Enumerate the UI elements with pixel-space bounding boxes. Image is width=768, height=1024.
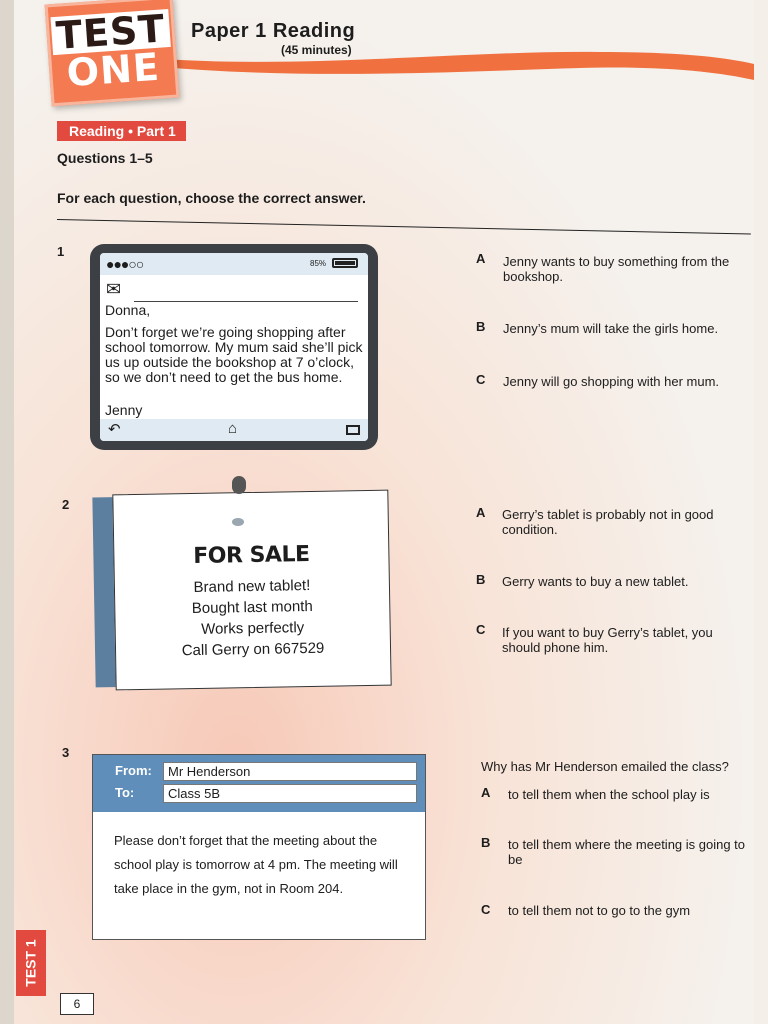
- note-line: Brand new tablet!: [193, 576, 311, 597]
- q2-option-a-letter: A: [476, 505, 486, 520]
- side-tab-label: TEST 1: [23, 939, 39, 987]
- email-message: [92, 754, 426, 940]
- back-icon: ↶: [108, 421, 121, 438]
- page-gutter: [0, 0, 14, 1024]
- email-from-label: From:: [115, 763, 152, 778]
- q1-option-a-letter: A: [476, 251, 486, 266]
- q3-option-c-letter: C: [481, 902, 491, 917]
- battery-icon: [332, 258, 358, 268]
- test-one-logo: [45, 0, 180, 106]
- phone-message: [90, 244, 378, 450]
- battery-percent: 85%: [310, 259, 327, 268]
- message-signoff: Jenny: [105, 402, 143, 418]
- header-stripe: [150, 40, 754, 80]
- phone-status-bar: [100, 253, 368, 275]
- phone-nav-bar: [100, 419, 368, 441]
- recipient-line: [134, 301, 358, 302]
- email-to-field: Class 5B: [163, 784, 417, 803]
- signal-icon: ●●●○○: [106, 256, 144, 272]
- paper-title: Paper 1 Reading: [191, 20, 356, 42]
- question-1-number: 1: [57, 244, 65, 259]
- paper-duration: (45 minutes): [281, 43, 352, 57]
- q3-option-a-letter: A: [481, 785, 491, 800]
- q1-option-a-text: Jenny wants to buy something from the bookshop.: [503, 254, 730, 284]
- message-greeting: Donna,: [105, 302, 151, 318]
- q3-option-c-text: to tell them not to go to the gym: [508, 903, 691, 918]
- email-body: Please don’t forget that the meeting about the school play is tomorrow at 4 pm. The meeting will take place in the gym, not in Room 204.: [114, 833, 398, 896]
- note-title: FOR SALE: [193, 541, 310, 570]
- envelope-icon: ✉: [106, 279, 122, 299]
- q2-option-b-text: Gerry wants to buy a new tablet.: [502, 574, 689, 589]
- q3-option-b-letter: B: [481, 835, 491, 850]
- email-from-field: Mr Henderson: [163, 762, 417, 781]
- page-number: 6: [60, 993, 94, 1015]
- for-sale-note: [112, 490, 391, 691]
- note-line: Bought last month: [191, 597, 313, 618]
- q3-option-b-text: to tell them where the meeting is going to be: [508, 837, 746, 867]
- note-line: Call Gerry on 667529: [181, 639, 325, 660]
- question-2-number: 2: [62, 497, 70, 512]
- logo-one-text: ONE: [65, 44, 162, 96]
- side-tab: [16, 930, 46, 996]
- q3-question-stem: Why has Mr Henderson emailed the class?: [481, 759, 729, 774]
- recent-apps-icon: [346, 425, 360, 435]
- q2-option-a-text: Gerry’s tablet is probably not in good condition.: [502, 507, 714, 537]
- message-body: Don’t forget we’re going shopping after school tomorrow. My mum said she’ll pick us up outside the bookshop at 7 o’clock, so we don’t need to get the bus home.: [105, 324, 363, 385]
- phone-screen: [100, 253, 368, 441]
- q1-option-b-letter: B: [476, 319, 486, 334]
- pin-icon: [232, 476, 246, 494]
- part-tag: Reading • Part 1: [57, 121, 186, 141]
- pin-shadow: [232, 518, 244, 526]
- note-line: Works perfectly: [200, 619, 305, 638]
- q2-option-c-text: If you want to buy Gerry’s tablet, you should phone him.: [502, 625, 713, 655]
- questions-range: Questions 1–5: [57, 150, 153, 166]
- email-to-label: To:: [115, 785, 135, 800]
- question-3-number: 3: [62, 745, 70, 760]
- logo-test-text: TEST: [51, 9, 171, 55]
- q1-option-b-text: Jenny’s mum will take the girls home.: [503, 321, 719, 336]
- email-header: [93, 755, 425, 812]
- q1-option-c-text: Jenny will go shopping with her mum.: [503, 374, 720, 389]
- q3-option-a-text: to tell them when the school play is: [508, 787, 710, 802]
- home-icon: ⌂: [228, 420, 238, 437]
- q2-option-c-letter: C: [476, 622, 486, 637]
- q2-option-b-letter: B: [476, 572, 486, 587]
- instruction: For each question, choose the correct answer.: [57, 190, 366, 206]
- q1-option-c-letter: C: [476, 372, 486, 387]
